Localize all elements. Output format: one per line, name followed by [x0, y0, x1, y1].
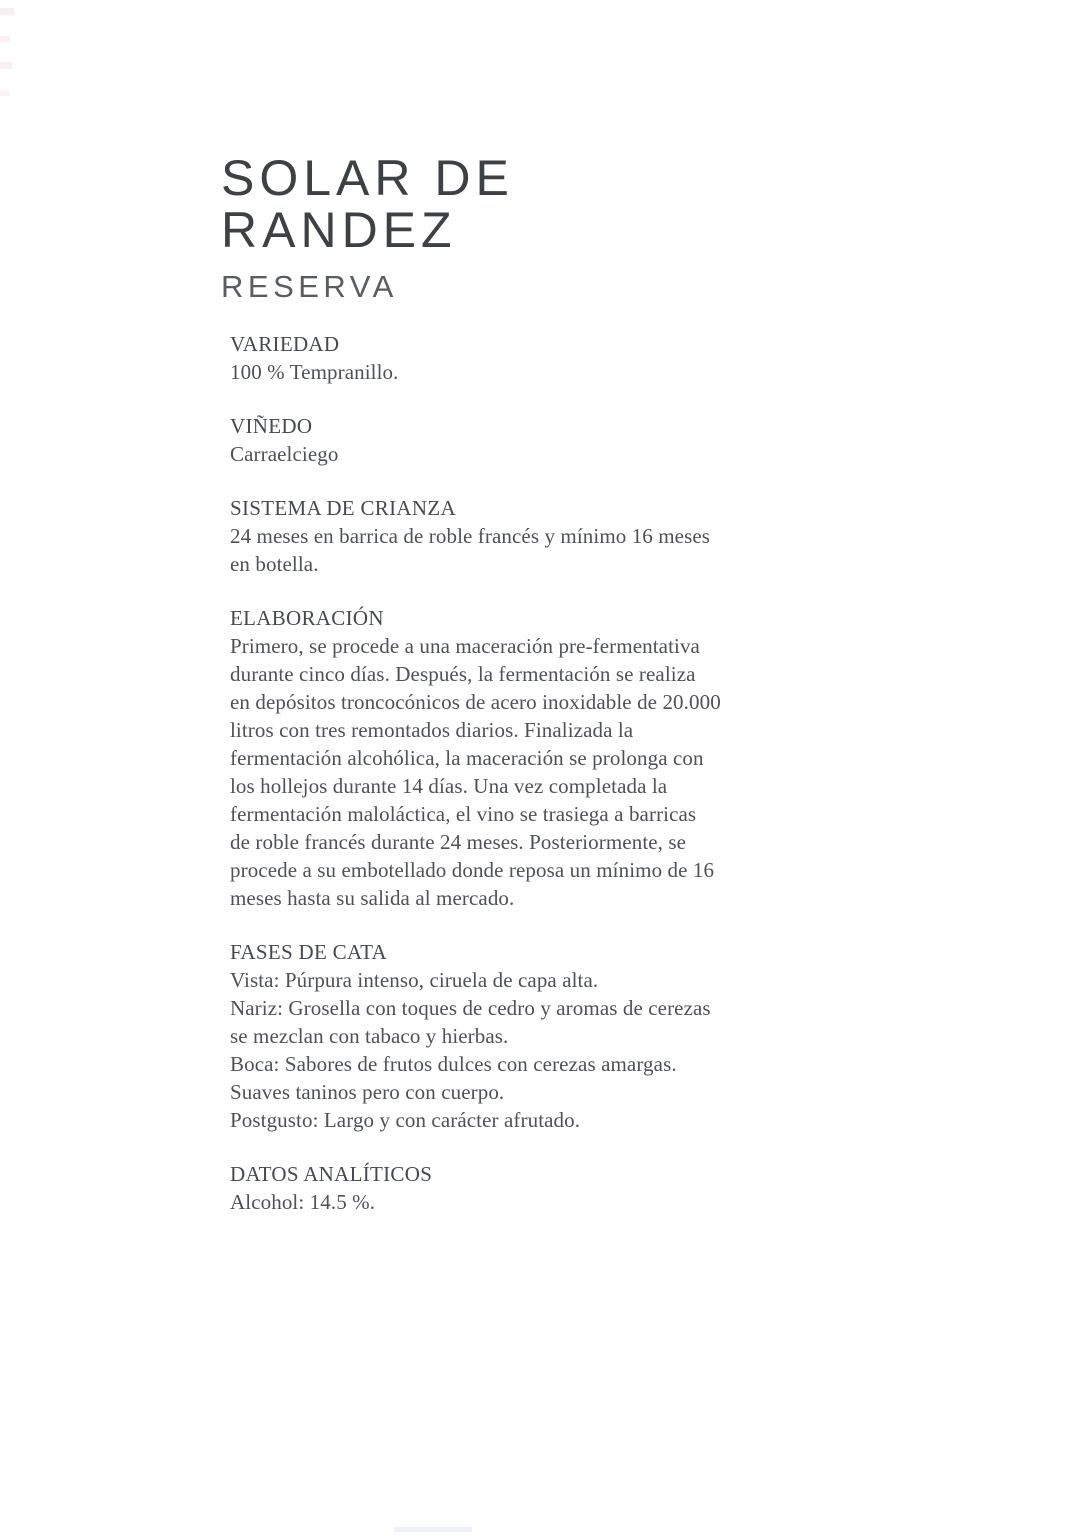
spec-section [230, 330, 710, 386]
wine-title-line2: RANDEZ [221, 202, 457, 258]
title-block [221, 152, 514, 304]
section-text-line: fermentación maloláctica, el vino se trasiega a barricas [230, 802, 697, 826]
section-text-line: procede a su embotellado donde reposa un mínimo de 16 [230, 858, 715, 882]
section-text-line: los hollejos durante 14 días. Una vez completada la [230, 774, 668, 798]
scan-artifact-red [0, 8, 14, 15]
section-text-line: 24 meses en barrica de roble francés y mínimo 16 meses [230, 524, 711, 548]
section-body [230, 440, 710, 468]
section-heading: SISTEMA DE CRIANZA [230, 496, 456, 520]
section-body [230, 632, 721, 912]
section-body [230, 1188, 710, 1216]
section-text-line: durante cinco días. Después, la fermentación se realiza [230, 662, 696, 686]
wine-title-line1: SOLAR DE [221, 150, 514, 206]
section-text-line: Suaves taninos pero con cuerpo. [230, 1080, 505, 1104]
spec-section [230, 412, 710, 468]
section-text-line: en depósitos troncocónicos de acero inoxidable de 20.000 [230, 690, 721, 714]
scan-artifact-red [0, 36, 10, 42]
section-text-line: Boca: Sabores de frutos dulces con cerezas amargas. [230, 1052, 677, 1076]
section-text-line: en botella. [230, 552, 319, 576]
spec-sections [230, 330, 721, 1242]
spec-section [230, 604, 721, 912]
scan-artifact-red [0, 90, 9, 96]
section-heading: ELABORACIÓN [230, 606, 384, 630]
section-text-line: Vista: Púrpura intenso, ciruela de capa alta. [230, 968, 599, 992]
section-heading: FASES DE CATA [230, 940, 388, 964]
scan-artifact-red [0, 62, 12, 69]
section-text-line: meses hasta su salida al mercado. [230, 886, 515, 910]
section-text-line: Postgusto: Largo y con carácter afrutado. [230, 1108, 581, 1132]
section-text-line: Primero, se procede a una maceración pre-fermentativa [230, 634, 700, 658]
section-body [230, 966, 710, 1134]
wine-title [221, 152, 514, 256]
section-text-line: se mezclan con tabaco y hierbas. [230, 1024, 509, 1048]
section-text-line: de roble francés durante 24 meses. Posteriormente, se [230, 830, 687, 854]
section-text-line: Alcohol: 14.5 %. [230, 1190, 376, 1214]
section-text-line: litros con tres remontados diarios. Finalizada la [230, 718, 634, 742]
spec-section [230, 494, 710, 578]
spec-section [230, 938, 710, 1134]
scan-artifact-blue [394, 1527, 472, 1532]
section-body [230, 358, 710, 386]
spec-section [230, 1160, 710, 1216]
section-body [230, 522, 710, 578]
section-heading: VARIEDAD [230, 332, 340, 356]
section-heading: VIÑEDO [230, 414, 313, 438]
section-text-line: fermentación alcohólica, la maceración se prolonga con [230, 746, 704, 770]
wine-subtitle: RESERVA [221, 269, 398, 304]
section-text-line: Carraelciego [230, 442, 339, 466]
section-heading: DATOS ANALÍTICOS [230, 1162, 433, 1186]
section-text-line: 100 % Tempranillo. [230, 360, 399, 384]
section-text-line: Nariz: Grosella con toques de cedro y aromas de cerezas [230, 996, 711, 1020]
